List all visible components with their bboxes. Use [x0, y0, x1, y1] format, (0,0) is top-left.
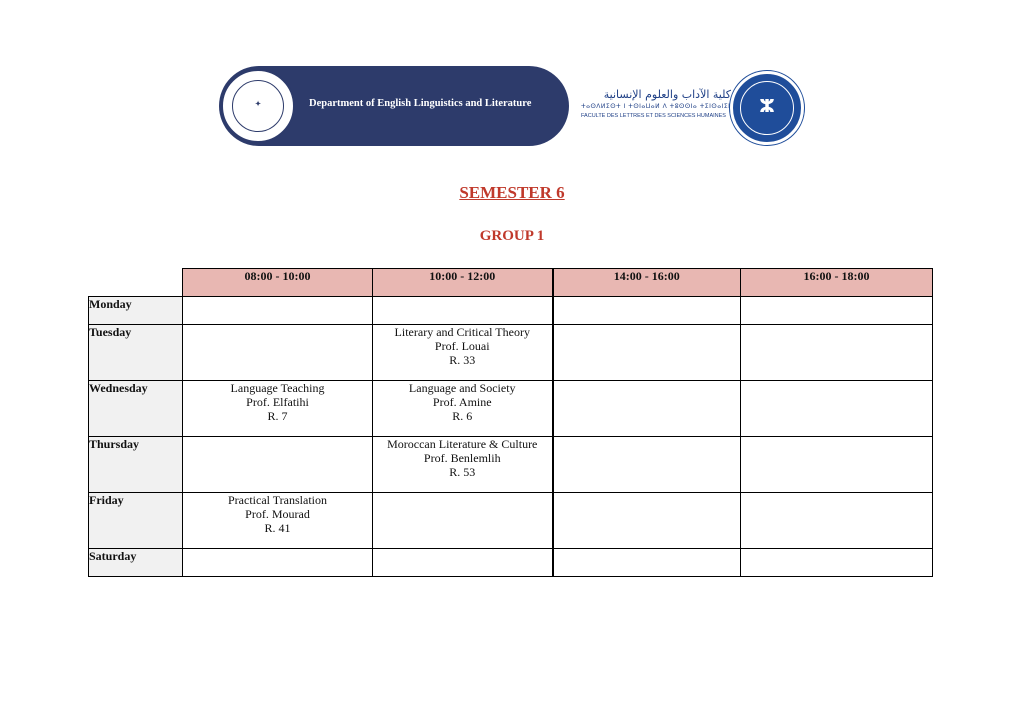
professor-name: Prof. Mourad [245, 507, 310, 521]
time-slot-header: 14:00 - 16:00 [553, 269, 741, 297]
department-banner [219, 66, 569, 146]
corner-cell [89, 269, 183, 297]
day-label: Saturday [89, 549, 183, 577]
empty-cell [741, 297, 933, 325]
course-name: Moroccan Literature & Culture [387, 437, 538, 451]
room-number: R. 53 [449, 465, 476, 479]
professor-name: Prof. Elfatihi [246, 395, 309, 409]
course-cell [183, 381, 373, 437]
empty-cell [183, 437, 373, 493]
empty-cell [553, 325, 741, 381]
empty-cell [553, 297, 741, 325]
semester-title: SEMESTER 6 [459, 183, 565, 202]
empty-cell [373, 493, 553, 549]
day-label: Wednesday [89, 381, 183, 437]
table-row [89, 437, 933, 493]
professor-name: Prof. Louai [434, 339, 490, 353]
course-name: Literary and Critical Theory [394, 325, 530, 339]
day-label: Thursday [89, 437, 183, 493]
university-seal-logo: ⵣ [730, 71, 804, 145]
department-title: Department of English Linguistics and Literature [309, 98, 532, 109]
empty-cell [553, 381, 741, 437]
room-number: R. 41 [264, 521, 291, 535]
department-seal-logo: ✦ [221, 69, 295, 143]
empty-cell [741, 493, 933, 549]
day-label: Tuesday [89, 325, 183, 381]
table-row [89, 549, 933, 577]
course-cell [373, 437, 553, 493]
page-header [219, 66, 809, 148]
empty-cell [553, 437, 741, 493]
empty-cell [183, 549, 373, 577]
table-row [89, 493, 933, 549]
course-cell [183, 493, 373, 549]
time-slot-header: 16:00 - 18:00 [741, 269, 933, 297]
empty-cell [553, 493, 741, 549]
faculty-logo [581, 88, 731, 128]
day-label: Monday [89, 297, 183, 325]
room-number: R. 33 [449, 353, 476, 367]
empty-cell [741, 381, 933, 437]
time-slot-header: 10:00 - 12:00 [373, 269, 553, 297]
course-cell [373, 325, 553, 381]
empty-cell [741, 437, 933, 493]
room-number: R. 7 [267, 409, 288, 423]
course-name: Practical Translation [228, 493, 327, 507]
faculty-arabic-name: كلية الآداب والعلوم الإنسانية [603, 88, 731, 101]
professor-name: Prof. Benlemlih [423, 451, 501, 465]
faculty-tifinagh-name: ⵜⴰⵙⴷⵍⵉⵙⵜ ⵏ ⵜⵙⵏⴰⵡⴰⵍ ⴷ ⵜⵓⵙⵙⵏⴰ ⵜⵉⵏⵙⴰⵏⵉⵏ [581, 103, 731, 110]
course-cell [373, 381, 553, 437]
empty-cell [741, 549, 933, 577]
table-row [89, 297, 933, 325]
timetable-header-row [89, 269, 933, 297]
time-slot-header: 08:00 - 10:00 [183, 269, 373, 297]
course-name: Language Teaching [230, 381, 325, 395]
empty-cell [741, 325, 933, 381]
professor-name: Prof. Amine [432, 395, 492, 409]
day-label: Friday [89, 493, 183, 549]
empty-cell [373, 549, 553, 577]
empty-cell [183, 297, 373, 325]
empty-cell [183, 325, 373, 381]
table-row [89, 325, 933, 381]
empty-cell [553, 549, 741, 577]
table-row [89, 381, 933, 437]
group-title: GROUP 1 [479, 228, 545, 244]
faculty-french-name: FACULTE DES LETTRES ET DES SCIENCES HUMAINES [581, 113, 726, 119]
timetable [88, 268, 933, 577]
course-name: Language and Society [408, 381, 516, 395]
empty-cell [373, 297, 553, 325]
room-number: R. 6 [452, 409, 473, 423]
